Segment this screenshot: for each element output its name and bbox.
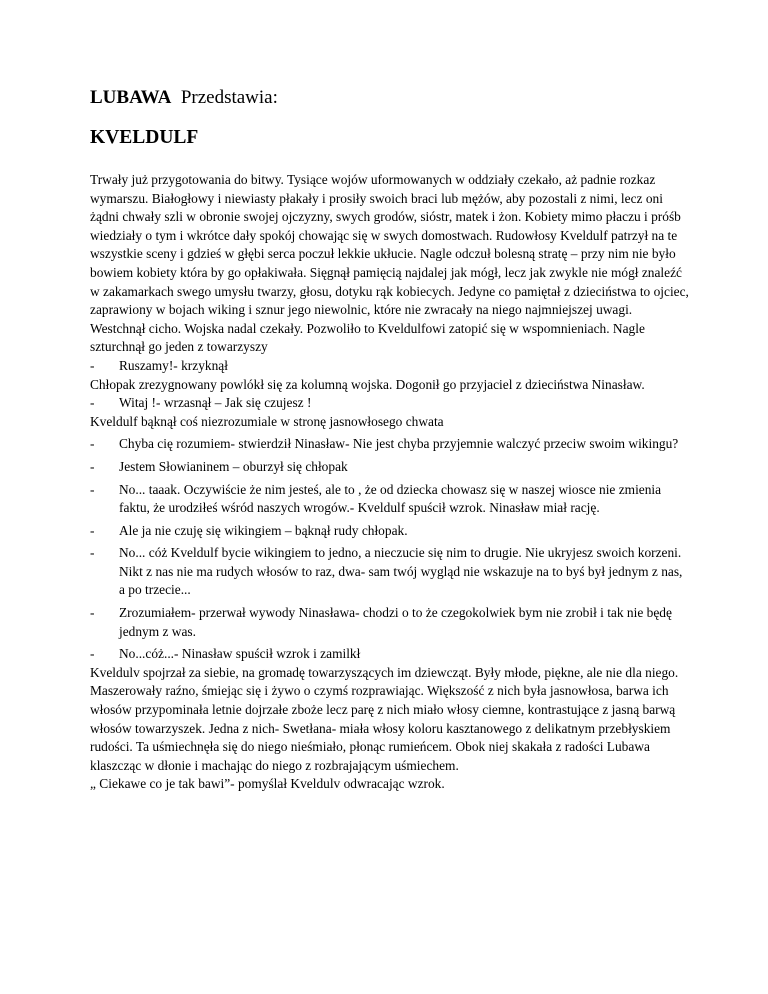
paragraph: Kveldulf bąknął coś niezrozumiale w stronę jasnowłosego chwata: [90, 413, 444, 429]
paragraph-intro: Trwały już przygotowania do bitwy. Tysiące wojów uformowanych w oddziały czekało, aż padnie rozkaz wymarszu. Białogłowy i niewiasty płakały i prosiły swoich braci lub mężów, aby pozostali z nimi, lecz oni żądni chwały szli w obronie swojej ojczyzny, swych grodów, sióstr, matek i żon. Kobiety mimo płaczu i próśb wiedziały o tym i wkrótce dały spokój chowając się w swych domostwach. Rudowłosy Kveldulf patrzył na te wszystkie sceny i gdzieś w głębi serca poczuł lekkie ukłucie. Nagle odczuł bolesną stratę – przy nim nie było bowiem kobiety która by go opłakiwała. Sięgnął pamięcią najdalej jak mógł, lecz jak zwykle nie mógł znaleźć w zakamarkach swego umysłu twarzy, głosu, dotyku rąk kobiecych. Jedyne co pamiętał z dzieciństwa to ojciec, zaprawiony w bojach wiking i sznur jego niewolnic, które nie zwracały na niego najmniejszej uwagi. Westchnął cicho. Wojska nadal czekały. Pozwoliło to Kveldulfowi zatopić się w wspomnieniach. Nagle szturchnął go jeden z towarzyszy: [90, 172, 689, 355]
dash-marker: -: [90, 357, 95, 373]
dialogue-line: [90, 357, 690, 376]
dialogue-text: Witaj !- wrzasnął – Jak się czujesz !: [119, 395, 312, 411]
story-body: [90, 171, 690, 794]
dialogue-text: Chyba cię rozumiem- stwierdził Ninasław- Nie jest chyba przyjemnie walczyć przeciw swoim wikingu?: [119, 436, 679, 452]
dash-marker: -: [90, 395, 95, 411]
story-title: KVELDULF: [90, 127, 199, 148]
dash-marker: -: [90, 605, 95, 621]
dialogue-line: [90, 458, 690, 477]
dialogue-line: [90, 435, 690, 454]
paragraph-final: Kveldulv spojrzał za siebie, na gromadę towarzyszących im dziewcząt. Były młode, piękne, ale nie dla niego. Maszerowały raźno, śmiejąc się i żywo o czymś rozprawiając. Większość z nich była jasnowłosa, barwa ich włosów przypominała letnie dojrzałe zboże lecz parę z nich miało włosy ciemne, kontrastujące z jasną barwą włosów towarzyszek. Jedna z nich- Swetłana- miała włosy koloru kasztanowego z delikatnym przebłyskiem rudości. Ta uśmiechnęła się do niego nieśmiało, płonąc rumieńcem. Obok niej skakała z radości Lubawa klaszcząc w dłonie i machając do niego z rozbrajającym uśmiechem.: [90, 664, 679, 773]
dash-marker: -: [90, 522, 95, 538]
dialogue-text: Jestem Słowianinem – oburzył się chłopak: [119, 458, 348, 474]
dialogue-text: No... taaak. Oczywiście że nim jesteś, ale to , że od dziecka chowasz się w naszej wiosce nie zmienia faktu, że urodziłeś wśród naszych wrogów.- Kveldulf spuścił wzrok. Ninasław miał rację.: [119, 481, 662, 516]
dash-marker: -: [90, 458, 95, 474]
dash-marker: -: [90, 545, 95, 561]
dash-marker: -: [90, 646, 95, 662]
header-line: [90, 86, 278, 110]
author-name: LUBAWA: [90, 87, 172, 108]
dialogue-text: Ale ja nie czuję się wikingiem – bąknął rudy chłopak.: [119, 522, 408, 538]
dialogue-line: [90, 394, 690, 413]
dialogue-line: [90, 522, 690, 541]
dash-marker: -: [90, 481, 95, 497]
paragraph-closing: „ Ciekawe co je tak bawi”- pomyślał Kveldulv odwracając wzrok.: [90, 776, 445, 792]
dialogue-text: No... cóż Kveldulf bycie wikingiem to jedno, a nieczucie się nim to drugie. Nie ukryjesz swoich korzeni. Nikt z nas nie ma rudych włosów to raz, dwa- sam twój wygląd nie wskazuje na to byś był jednym z nas, a po trzecie...: [119, 545, 683, 598]
dialogue-text: Ruszamy!- krzyknął: [119, 357, 228, 373]
dialogue-line: [90, 604, 690, 641]
dialogue-text: No...cóż...- Ninasław spuścił wzrok i zamilkł: [119, 646, 361, 662]
dialogue-line: [90, 481, 690, 518]
dialogue-line: [90, 645, 690, 664]
dash-marker: -: [90, 436, 95, 452]
presents-text: Przedstawia:: [180, 87, 278, 108]
dialogue-line: [90, 544, 690, 600]
dialogue-text: Zrozumiałem- przerwał wywody Ninasława- chodzi o to że czegokolwiek bym nie zrobił i tak nie będę jednym z was.: [119, 605, 672, 639]
paragraph: Chłopak zrezygnowany powlókł się za kolumną wojska. Dogonił go przyjaciel z dzieciństwa Ninasław.: [90, 376, 645, 392]
